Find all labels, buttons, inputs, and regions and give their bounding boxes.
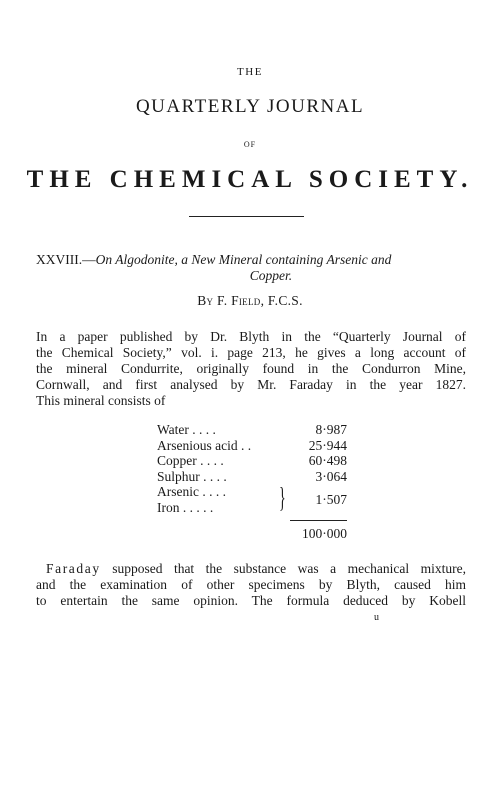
- analysis-name: Arsenic . . . .: [157, 484, 226, 499]
- paragraph-2-line: [36, 593, 466, 609]
- society-title: THE CHEMICAL SOCIETY.: [26, 166, 474, 193]
- paragraph-2-text: and the examination of other specimens by Blyth, caused him: [36, 577, 466, 592]
- analysis-row: [157, 500, 347, 516]
- analysis-row: [157, 469, 347, 485]
- article-title-line-2: Copper.: [249, 268, 293, 283]
- journal-the: THE: [237, 66, 263, 78]
- article-title: [36, 252, 466, 284]
- paragraph-1-line: the mineral Condurrite, originally found in the Condurron Mine,: [36, 361, 466, 376]
- paragraph-1-line: In a paper published by Dr. Blyth in the “Quarterly Journal of: [36, 329, 466, 344]
- analysis-name: Arsenious acid . .: [157, 437, 252, 453]
- analysis-row: [157, 422, 347, 438]
- article-title-line-1: On Algodonite, a New Mineral containing Arsenic and: [95, 252, 392, 267]
- analysis-total: 100·000: [302, 526, 347, 541]
- author-byline: [0, 293, 500, 309]
- analysis-value: 3·064: [315, 468, 347, 484]
- author-initial: F.: [216, 293, 232, 308]
- analysis-combined-value: 1·507: [315, 492, 347, 507]
- article-number: XXVIII.—: [36, 252, 96, 267]
- name-faraday: Faraday: [46, 561, 101, 576]
- paragraph-1-line: This mineral consists of: [36, 393, 166, 408]
- paragraph-2: [36, 561, 466, 609]
- analysis-row: [157, 453, 347, 469]
- analysis-value: 60·498: [308, 453, 347, 468]
- paragraph-2-line: [36, 577, 466, 593]
- paragraph-2-line: [36, 561, 466, 577]
- paragraph-2-text: supposed that the substance was a mechanical mixture,: [100, 561, 466, 576]
- paragraph-1-line: Cornwall, and first analysed by Mr. Faraday in the year 1827.: [36, 377, 466, 392]
- analysis-name: Iron . . . . .: [157, 499, 214, 515]
- author-suffix: , F.C.S.: [260, 293, 303, 308]
- journal-of: OF: [243, 140, 257, 149]
- analysis-value: 8·987: [315, 422, 347, 437]
- byline-by: By: [197, 293, 217, 308]
- sum-rule: [290, 520, 347, 521]
- paragraph-2-text: to entertain the same opinion. The formula deduced by Kobell: [36, 593, 466, 608]
- analysis-name: Copper . . . .: [157, 453, 224, 468]
- paragraph-1-line: the Chemical Society,” vol. i. page 213, he gives a long account of: [36, 345, 466, 360]
- paragraph-1: [36, 329, 466, 409]
- author-surname: Field: [231, 293, 261, 308]
- brace-glyph: }: [279, 483, 286, 514]
- analysis-table: [157, 422, 347, 541]
- analysis-name: Sulphur . . . .: [157, 468, 227, 484]
- analysis-row: [157, 438, 347, 454]
- header-divider: [189, 216, 304, 217]
- signature-mark: u: [374, 612, 379, 623]
- analysis-name: Water . . . .: [157, 422, 216, 437]
- journal-title: QUARTERLY JOURNAL: [135, 96, 365, 117]
- analysis-value: 25·944: [308, 437, 347, 453]
